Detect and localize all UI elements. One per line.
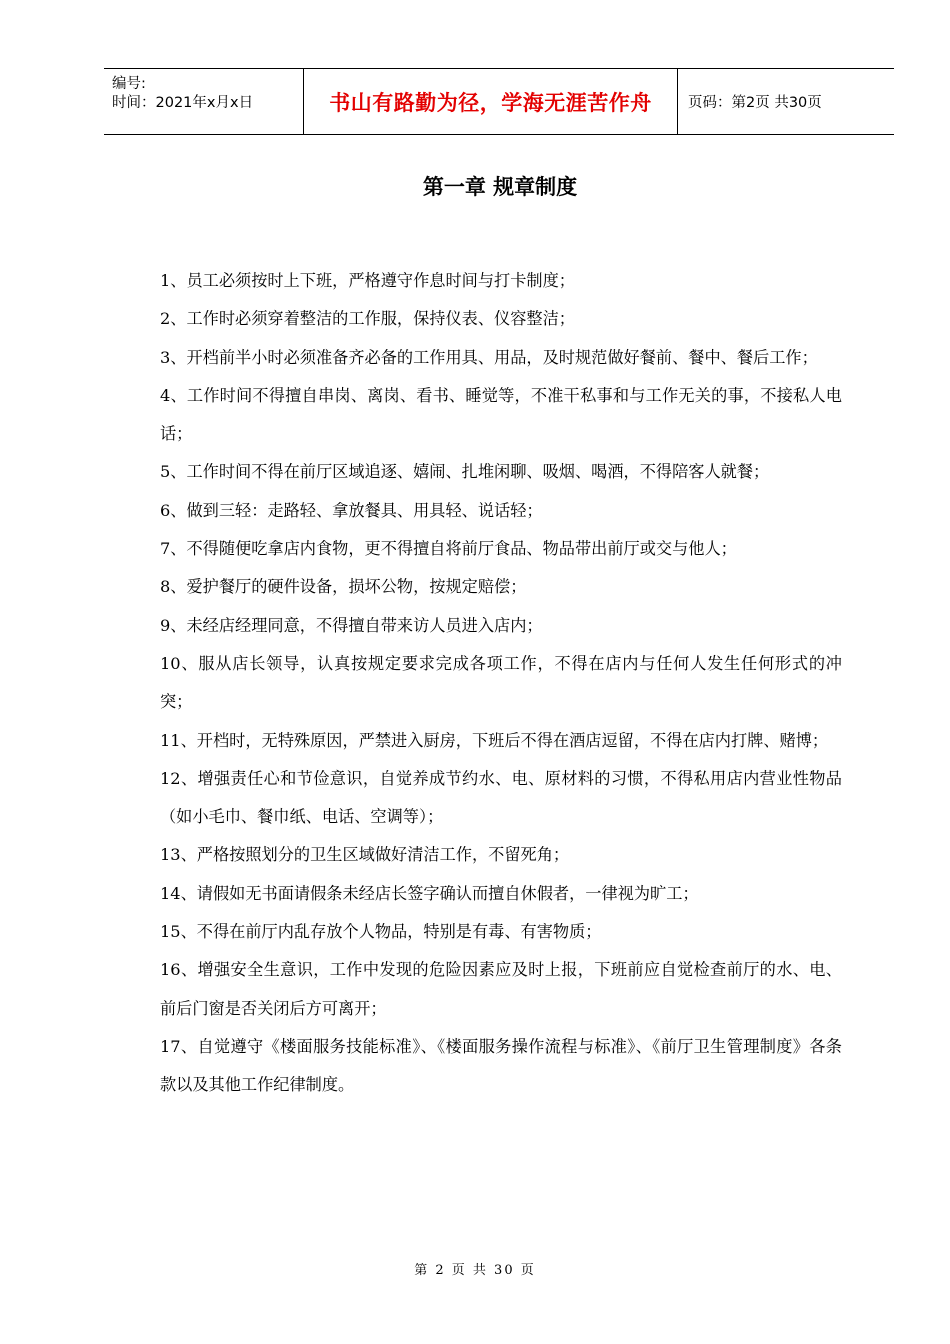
serial-label: 编号: [112, 76, 146, 92]
header-info-cell [104, 69, 304, 134]
time-label: 时间：2021年x月x日 [112, 95, 254, 111]
rule-item: 6、做到三轻：走路轻、拿放餐具、用具轻、说话轻； [160, 500, 543, 520]
rule-item: 17、自觉遵守《楼面服务技能标准》、《楼面服务操作流程与标准》、《前厅卫生管理制度》各条款以及其他工作纪律制度。 [160, 1036, 842, 1095]
rule-item: 4、工作时间不得擅自串岗、离岗、看书、睡觉等，不准干私事和与工作无关的事，不接私人电话； [160, 385, 842, 444]
rule-item: 15、不得在前厅内乱存放个人物品，特别是有毒、有害物质； [160, 922, 602, 942]
chapter-title: 第一章 规章制度 [422, 175, 578, 199]
rule-item: 5、工作时间不得在前厅区域追逐、嬉闹、扎堆闲聊、吸烟、喝酒，不得陪客人就餐； [160, 462, 770, 482]
rule-item: 13、严格按照划分的卫生区域做好清洁工作，不留死角； [160, 845, 570, 865]
rule-item: 14、请假如无书面请假条未经店长签字确认而擅自休假者，一律视为旷工； [160, 883, 699, 903]
rule-item: 1、员工必须按时上下班，严格遵守作息时间与打卡制度； [160, 271, 575, 290]
rule-item: 9、未经店经理同意，不得擅自带来访人员进入店内； [160, 615, 543, 635]
rule-item: 16、增强安全生意识，工作中发现的危险因素应及时上报，下班前应自觉检查前厅的水、电、前后门窗是否关闭后方可离开； [160, 960, 842, 1018]
rule-item: 10、服从店长领导，认真按规定要求完成各项工作，不得在店内与任何人发生任何形式的冲突； [160, 653, 842, 712]
motto: 书山有路勤为径，学海无涯苦作舟 [304, 69, 678, 134]
rules-list [160, 262, 842, 1105]
page-label: 页码：第2页 共30页 [688, 95, 822, 111]
rule-item: 3、开档前半小时必须准备齐必备的工作用具、用品，及时规范做好餐前、餐中、餐后工作； [160, 347, 818, 367]
rule-item: 12、增强责任心和节俭意识，自觉养成节约水、电、原材料的习惯，不得私用店内营业性物品（如小毛巾、餐巾纸、电话、空调等）； [160, 768, 842, 827]
rule-item: 2、工作时必须穿着整洁的工作服，保持仪表、仪容整洁； [160, 309, 575, 329]
rule-item: 11、开档时，无特殊原因，严禁进入厨房，下班后不得在酒店逗留，不得在店内打牌、赌博； [160, 730, 829, 750]
rule-item: 8、爱护餐厅的硬件设备，损坏公物，按规定赔偿； [160, 577, 527, 597]
page-footer: 第 2 页 共 30 页 [414, 1263, 536, 1278]
rule-item: 7、不得随便吃拿店内食物，更不得擅自将前厅食品、物品带出前厅或交与他人； [160, 539, 737, 559]
header-table [104, 68, 894, 135]
